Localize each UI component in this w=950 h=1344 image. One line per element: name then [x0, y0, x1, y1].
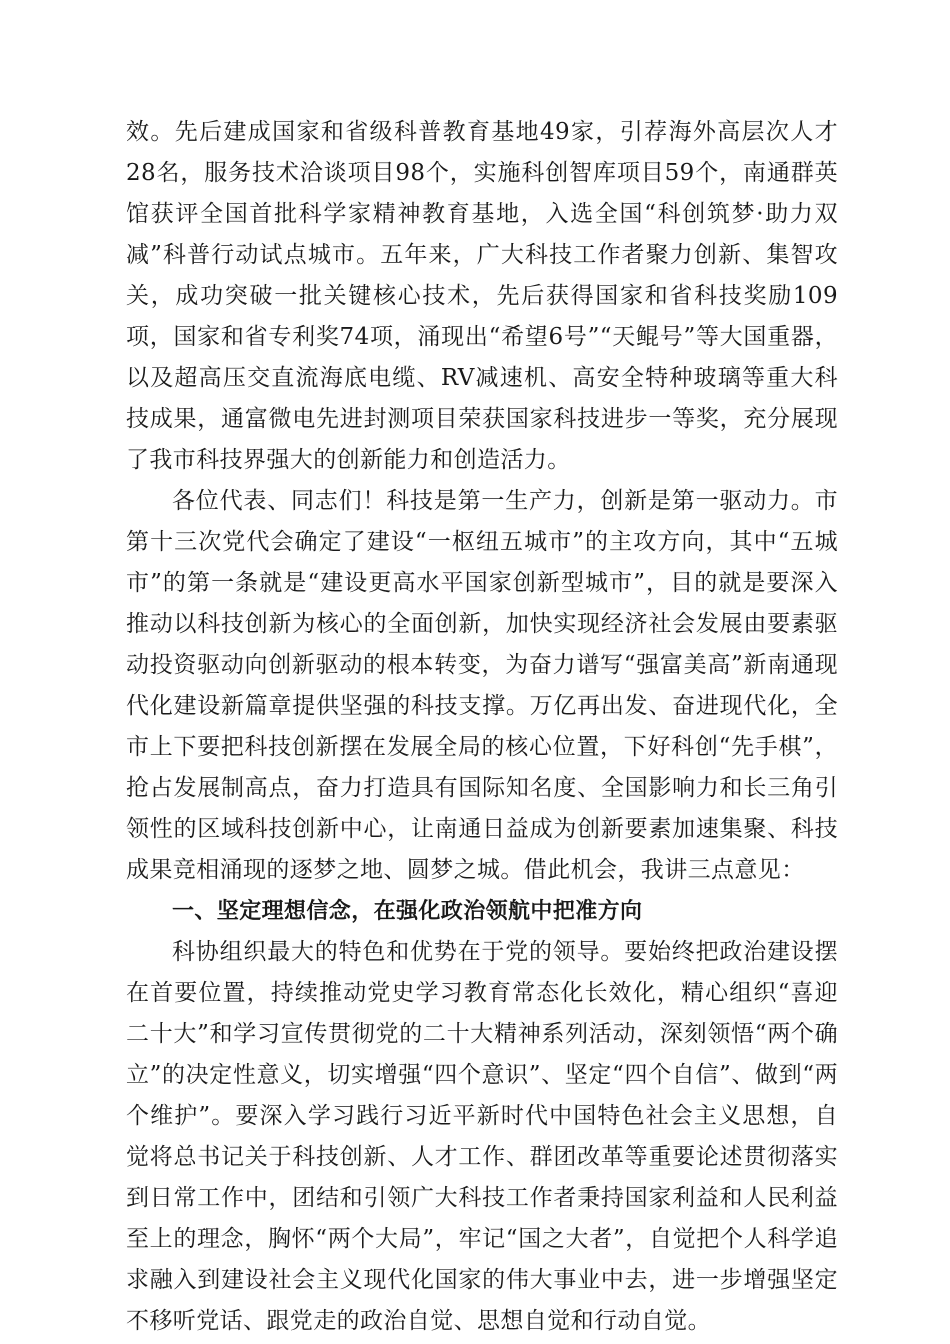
paragraph-continued: 效。先后建成国家和省级科普教育基地49家，引荐海外高层次人才28名，服务技术洽谈项目98个，实施科创智库项目59个，南通群英馆获评全国首批科学家精神教育基地，入选全国“科创筑梦·助力双减”科普行动试点城市。五年来，广大科技工作者聚力创新、集智攻关，成功突破一批关键核心技术，先后获得国家和省科技奖励109项，国家和省专利奖74项，涌现出“希望6号”“天鲲号”等大国重器，以及超高压交直流海底电缆、RV减速机、高安全特种玻璃等重大科技成果，通富微电先进封测项目荣获国家科技进步一等奖，充分展现了我市科技界强大的创新能力和创造活力。 — [126, 119, 838, 473]
section-heading-1: 一、坚定理想信念，在强化政治领航中把准方向 — [172, 899, 643, 924]
document-page — [126, 112, 838, 1342]
paragraph-section-1: 科协组织最大的特色和优势在于党的领导。要始终把政治建设摆在首要位置，持续推动党史学习教育常态化长效化，精心组织“喜迎二十大”和学习宣传贯彻党的二十大精神系列活动，深刻领悟“两个确立”的决定性意义，切实增强“四个意识”、坚定“四个自信”、做到“两个维护”。要深入学习践行习近平新时代中国特色社会主义思想，自觉将总书记关于科技创新、人才工作、群团改革等重要论述贯彻落实到日常工作中，团结和引领广大科技工作者秉持国家利益和人民利益至上的理念，胸怀“两个大局”，牢记“国之大者”，自觉把个人科学追求融入到建设社会主义现代化国家的伟大事业中去，进一步增强坚定不移听党话、跟党走的政治自觉、思想自觉和行动自觉。 — [126, 939, 838, 1334]
paragraph-address: 各位代表、同志们！科技是第一生产力，创新是第一驱动力。市第十三次党代会确定了建设“一枢纽五城市”的主攻方向，其中“五城市”的第一条就是“建设更高水平国家创新型城市”，目的就是要深入推动以科技创新为核心的全面创新，加快实现经济社会发展由要素驱动投资驱动向创新驱动的根本转变，为奋力谱写“强富美高”新南通现代化建设新篇章提供坚强的科技支撑。万亿再出发、奋进现代化，全市上下要把科技创新摆在发展全局的核心位置，下好科创“先手棋”，抢占发展制高点，奋力打造具有国际知名度、全国影响力和长三角引领性的区域科技创新中心，让南通日益成为创新要素加速集聚、科技成果竞相涌现的逐梦之地、圆梦之城。借此机会，我讲三点意见： — [126, 488, 838, 883]
